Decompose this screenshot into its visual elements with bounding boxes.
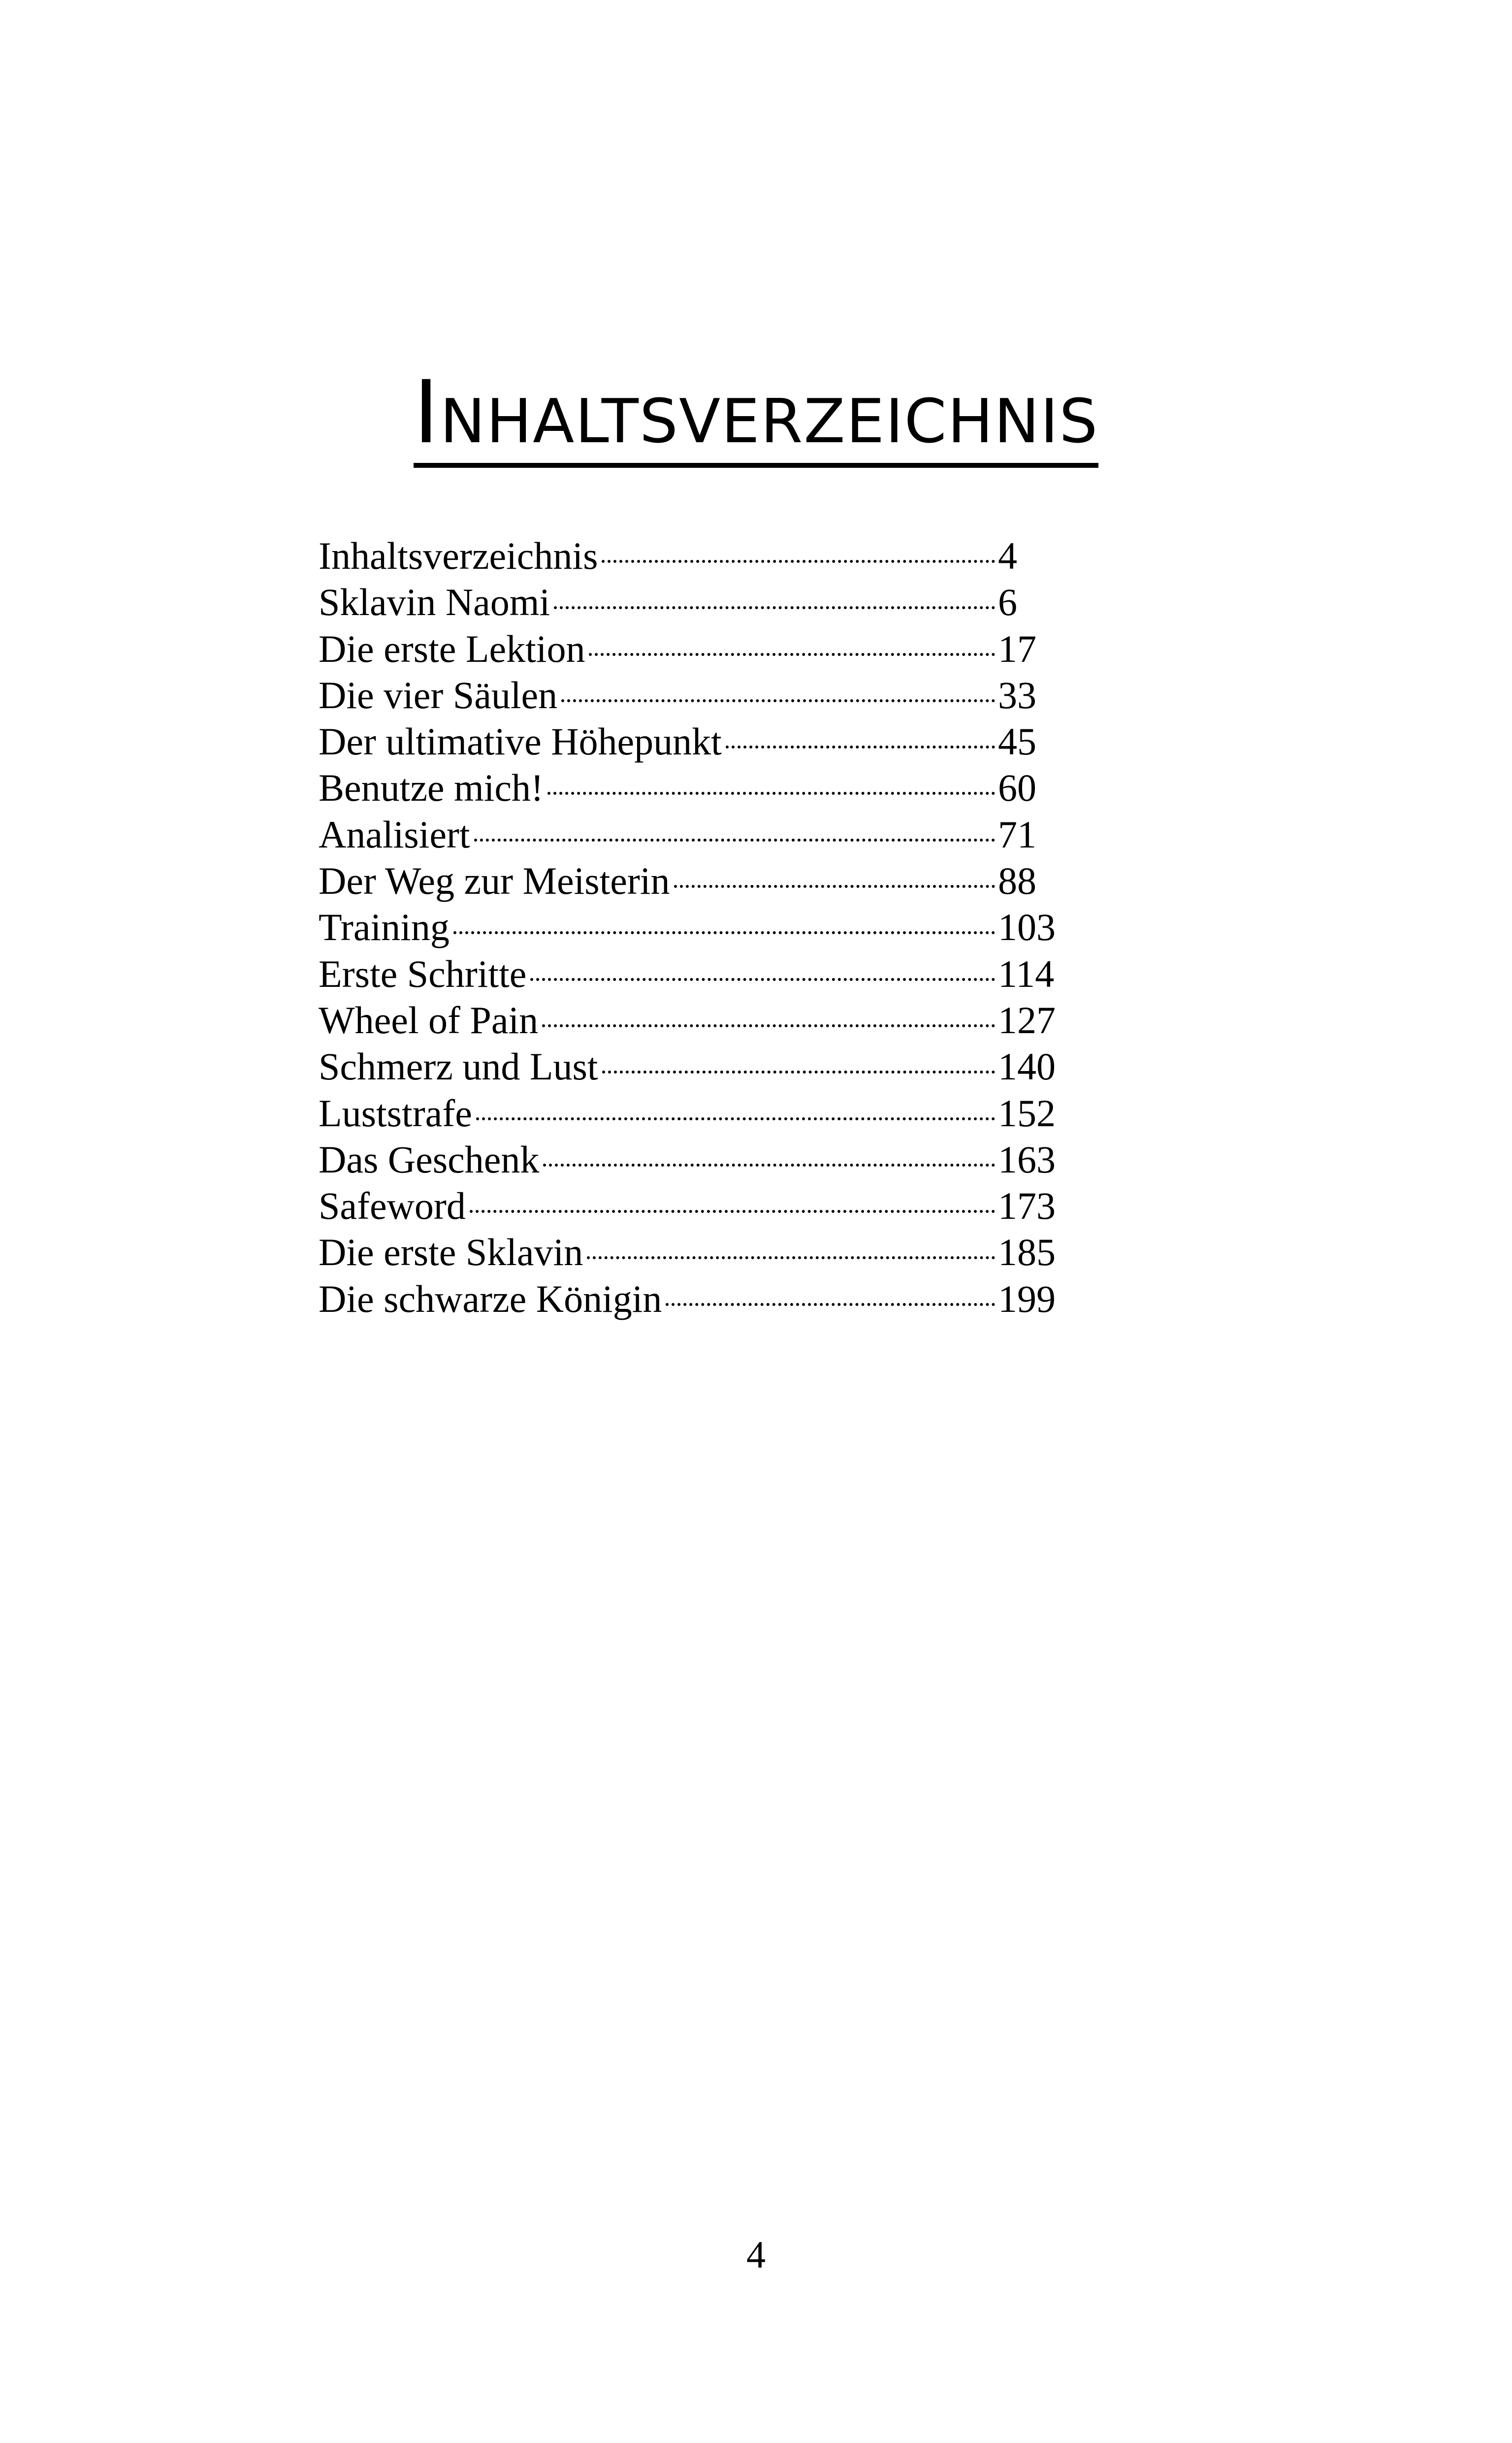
toc-entry-title: Der Weg zur Meisterin [319,859,670,903]
toc-entry-page: 33 [998,673,1036,717]
toc-entry[interactable] [319,626,1062,672]
dot-leader [470,1210,995,1213]
dot-leader [587,1256,995,1259]
toc-entry-title: Das Geschenk [319,1138,540,1181]
toc-entry-page: 152 [998,1091,1056,1135]
dot-leader [589,653,995,656]
toc-entry[interactable] [319,904,1062,950]
page-number: 4 [746,2233,766,2276]
toc-entry-page: 88 [998,859,1036,903]
toc-entry[interactable] [319,533,1062,579]
dot-leader [726,746,995,749]
toc-entry-page: 4 [998,534,1017,577]
dot-leader [602,560,995,563]
toc-entry-page: 45 [998,720,1036,763]
toc-entry-title: Die vier Säulen [319,673,558,717]
toc-entry-page: 103 [998,906,1056,949]
toc-entry[interactable] [319,579,1062,625]
toc-entry[interactable] [319,765,1062,811]
toc-entry-title: Luststrafe [319,1091,472,1135]
toc-entry-page: 71 [998,813,1036,856]
toc-entry[interactable] [319,858,1062,904]
toc-entry-title: Analisiert [319,813,470,856]
toc-entry[interactable] [319,1090,1062,1137]
toc-entry[interactable] [319,1137,1062,1183]
toc-entry[interactable] [319,951,1062,997]
dot-leader [476,1117,995,1120]
toc-entry-title: Safeword [319,1184,466,1228]
dot-leader [547,792,995,795]
dot-leader [474,839,995,842]
toc-entry[interactable] [319,672,1062,718]
toc-entry[interactable] [319,1183,1062,1229]
toc-entry-title: Inhaltsverzeichnis [319,534,598,577]
toc-entry[interactable] [319,718,1062,765]
toc-entry[interactable] [319,1229,1062,1275]
dot-leader [530,978,995,981]
toc-entry-page: 6 [998,581,1017,624]
toc-entry-title: Die erste Sklavin [319,1231,583,1274]
dot-leader [554,606,995,609]
toc-entry-page: 17 [998,627,1036,670]
toc-entry-title: Der ultimative Höhepunkt [319,720,722,763]
dot-leader [674,885,995,888]
toc-entry-page: 185 [998,1231,1056,1274]
toc-entry-title: Benutze mich! [319,766,544,810]
toc-entry-page: 60 [998,766,1036,810]
dot-leader [453,931,995,934]
toc-entry-title: Training [319,906,450,949]
dot-leader [542,1024,995,1027]
page-title [0,362,1512,468]
toc-entry-page: 127 [998,998,1056,1042]
toc-entry-title: Erste Schritte [319,952,527,995]
table-of-contents [319,533,1062,1322]
dot-leader [543,1164,995,1167]
dot-leader [602,1071,995,1074]
toc-entry-page: 173 [998,1184,1056,1228]
dot-leader [561,699,995,702]
toc-entry-page: 114 [998,952,1055,995]
toc-entry-title: Die schwarze Königin [319,1277,662,1320]
toc-entry-title: Wheel of Pain [319,998,539,1042]
toc-entry[interactable] [319,1276,1062,1322]
toc-entry-title: Schmerz und Lust [319,1045,598,1088]
page-title-text: Inhaltsverzeichnis [414,369,1099,468]
toc-entry-page: 163 [998,1138,1056,1181]
toc-entry-page: 140 [998,1045,1056,1088]
dot-leader [666,1303,995,1306]
toc-entry[interactable] [319,997,1062,1043]
toc-entry-title: Sklavin Naomi [319,581,550,624]
toc-entry[interactable] [319,1043,1062,1090]
toc-entry-title: Die erste Lektion [319,627,585,670]
toc-entry-page: 199 [998,1277,1056,1320]
toc-entry[interactable] [319,812,1062,858]
